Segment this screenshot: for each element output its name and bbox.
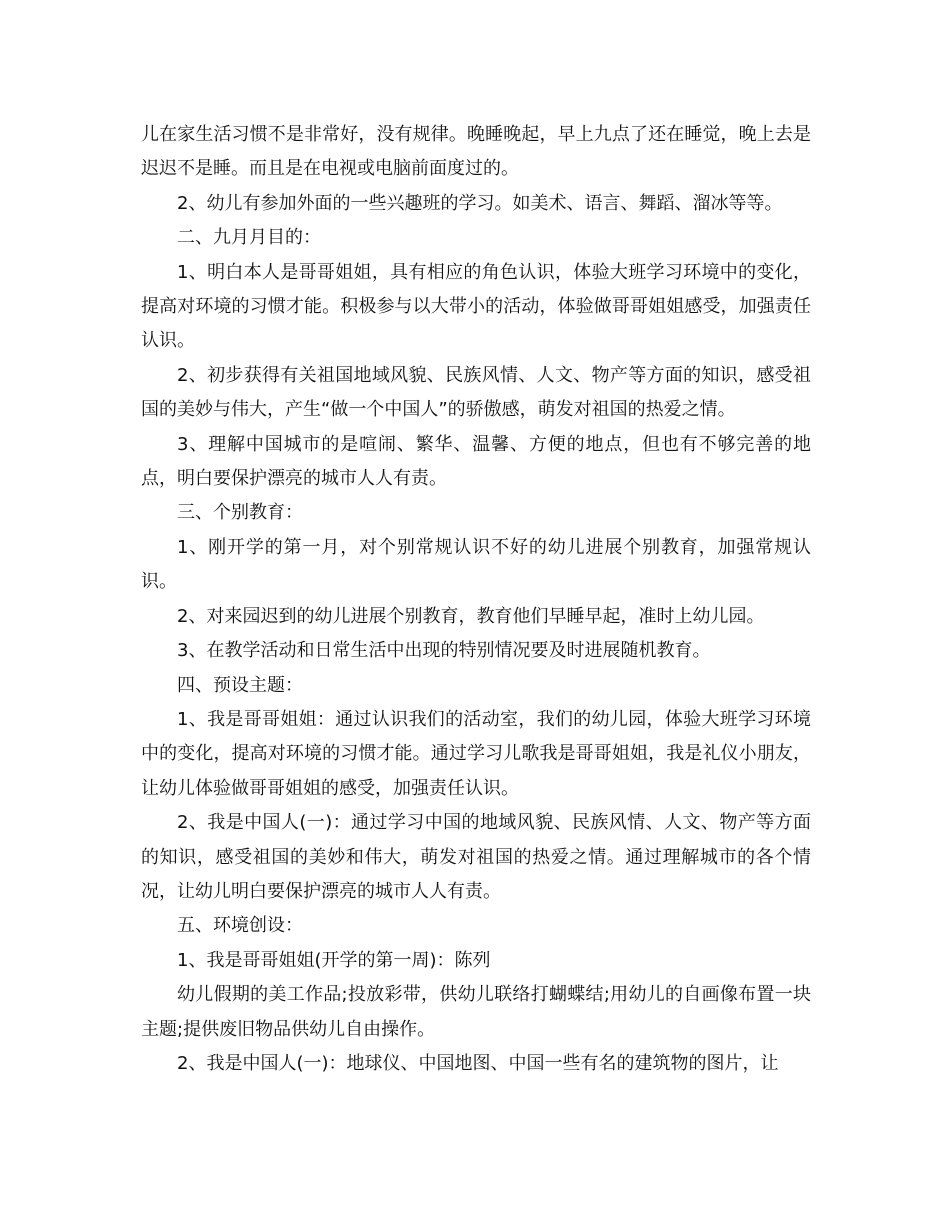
- section-heading-4: 四、预设主题：: [177, 674, 303, 696]
- paragraph-16: 幼儿假期的美工作品;投放彩带，供幼儿联络打蝴蝶结;用幼儿的自画像布置一块主题;提供废旧物品供幼儿自由操作。: [141, 984, 811, 1040]
- paragraph-5: 2、初步获得有关祖国地域风貌、民族风情、人文、物产等方面的知识，感受祖国的美妙与伟大，产生“做一个中国人”的骄傲感，萌发对祖国的热爱之情。: [141, 364, 811, 421]
- document-page: [141, 118, 811, 1081]
- paragraph-8: 1、刚开学的第一月，对个别常规认识不好的幼儿进展个别教育，加强常规认识。: [141, 536, 811, 593]
- paragraph-9: 2、对来园迟到的幼儿进展个别教育，教育他们早睡早起，准时上幼儿园。: [177, 605, 765, 627]
- paragraph-6: 3、理解中国城市的是喧闹、繁华、温馨、方便的地点，但也有不够完善的地点，明白要保护漂亮的城市人人有责。: [141, 433, 811, 490]
- section-heading-3: 三、个别教育：: [177, 502, 303, 524]
- paragraph-12: 1、我是哥哥姐姐：通过认识我们的活动室，我们的幼儿园，体验大班学习环境中的变化，提高对环境的习惯才能。通过学习儿歌我是哥哥姐姐，我是礼仪小朋友，让幼儿体验做哥哥姐姐的感受，加强责任认识。: [141, 708, 811, 799]
- paragraph-15: 1、我是哥哥姐姐(开学的第一周)：陈列: [177, 949, 491, 971]
- paragraph-17: 2、我是中国人(一)：地球仪、中国地图、中国一些有名的建筑物的图片，让: [177, 1052, 779, 1074]
- paragraph-13: 2、我是中国人(一)：通过学习中国的地域风貌、民族风情、人文、物产等方面的知识，感受祖国的美妙和伟大，萌发对祖国的热爱之情。通过理解城市的各个情况，让幼儿明白要保护漂亮的城市人人有责。: [141, 812, 811, 902]
- paragraph-4: 1、明白本人是哥哥姐姐，具有相应的角色认识，体验大班学习环境中的变化，提高对环境的习惯才能。积极参与以大带小的活动，体验做哥哥姐姐感受，加强责任认识。: [141, 261, 811, 352]
- paragraph-2: 2、幼儿有参加外面的一些兴趣班的学习。如美术、语言、舞蹈、溜冰等等。: [177, 192, 783, 214]
- section-heading-2: 二、九月月目的：: [177, 227, 321, 249]
- paragraph-10: 3、在教学活动和日常生活中出现的特别情况要及时进展随机教育。: [177, 640, 711, 662]
- paragraph-1: 儿在家生活习惯不是非常好，没有规律。晚睡晚起，早上九点了还在睡觉，晚上去是迟迟不是睡。而且是在电视或电脑前面度过的。: [141, 124, 811, 180]
- section-heading-5: 五、环境创设：: [177, 915, 303, 937]
